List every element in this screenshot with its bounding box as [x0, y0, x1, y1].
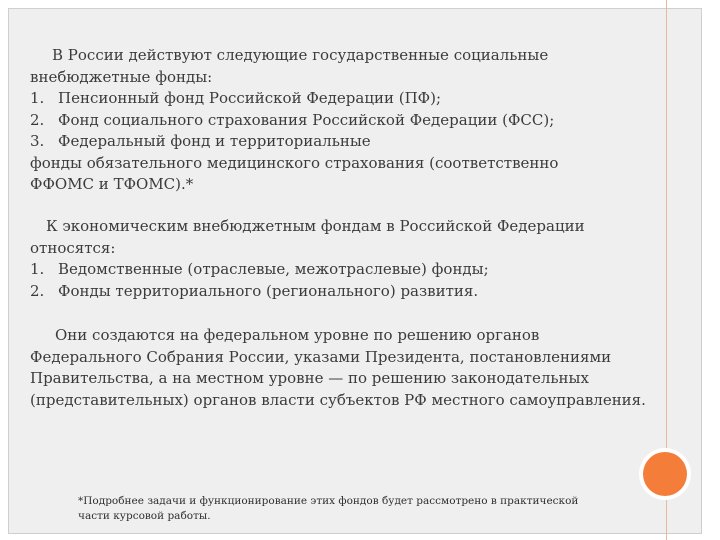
text-line: Федерального Собрания России, указами Президента, постановлениями — [30, 347, 612, 366]
paragraph-creation — [30, 325, 710, 411]
text-line: Правительства, а на местном уровне — по решению законодательных — [30, 369, 589, 387]
text-line: (представительных) органов власти субъектов РФ местного самоуправления. — [30, 390, 646, 409]
paragraph-economic-funds — [30, 216, 710, 302]
text-line: Они создаются на федеральном уровне по решению органов — [55, 326, 540, 344]
list-item-text: Фонды территориального (регионального) развития. — [58, 281, 479, 300]
footnote — [78, 494, 678, 524]
list-item-number: 2. — [30, 110, 45, 129]
list-item-text: Ведомственные (отраслевые, межотраслевые) фонды; — [58, 260, 489, 278]
list-item — [30, 259, 710, 281]
list-item — [30, 110, 710, 132]
text-line: фонды обязательного медицинского страхования (соответственно — [30, 153, 559, 172]
list-item-text: Пенсионный фонд Российской Федерации (ПФ); — [58, 89, 442, 107]
footnote-line: части курсовой работы. — [78, 510, 211, 522]
footnote-line: *Подробнее задачи и функционирование этих фондов будет рассмотрено в практической — [78, 495, 579, 507]
list-item-number: 1. — [30, 260, 45, 278]
text-line: внебюджетные фонды: — [30, 67, 213, 86]
list-item-number: 3. — [30, 132, 45, 150]
paragraph-funds-list — [30, 45, 710, 196]
list-item-number: 2. — [30, 281, 45, 300]
text-line: К экономическим внебюджетным фондам в Российской Федерации — [46, 217, 585, 235]
list-item-text: Фонд социального страхования Российской Федерации (ФСС); — [58, 110, 555, 129]
list-item-text: Федеральный фонд и территориальные — [58, 132, 371, 150]
list-item — [30, 131, 710, 153]
list-item — [30, 281, 710, 303]
list-item-number: 1. — [30, 89, 45, 107]
list-item — [30, 88, 710, 110]
text-line: ФФОМС и ТФОМС).* — [30, 175, 194, 193]
accent-circle — [643, 452, 687, 496]
text-line: относятся: — [30, 238, 116, 257]
text-line: В России действуют следующие государственные социальные — [52, 46, 549, 64]
